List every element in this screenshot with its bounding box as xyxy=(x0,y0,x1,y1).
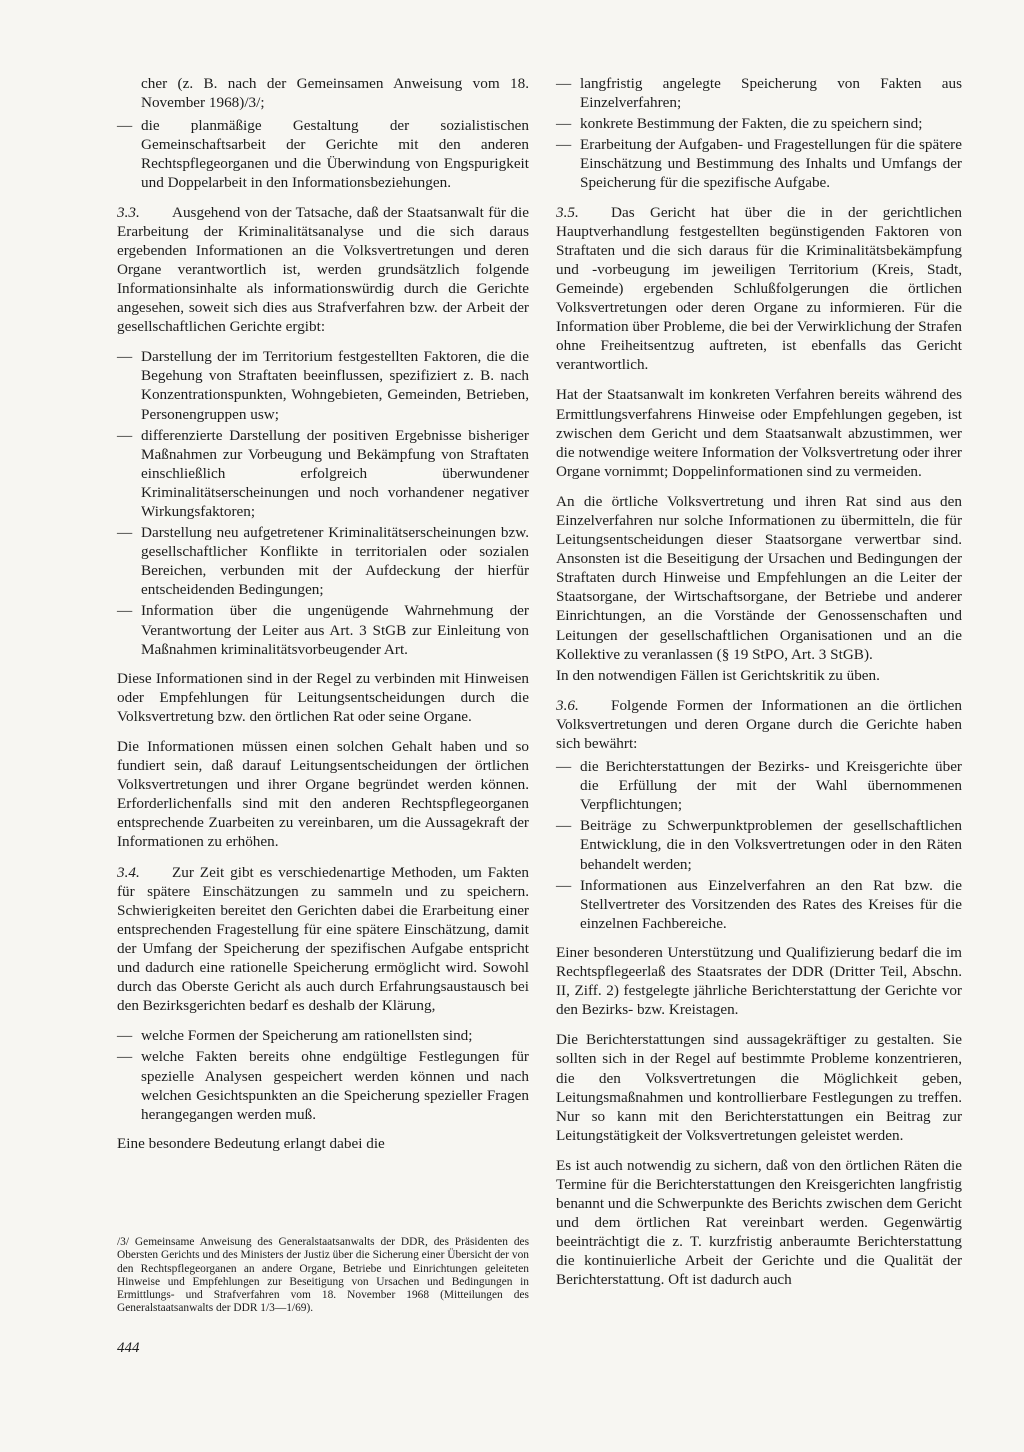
list-item: — welche Fakten bereits ohne endgültige Festlegungen für spezielle Analysen gespeichert werden können und nach welchen Gesichtspunkten an die Speicherung spezieller Fragen herangegangen werden muß. xyxy=(117,1048,529,1123)
section-3-6: 3.6. Folgende Formen der Informationen an die örtlichen Volksvertretungen und deren Organe durch die Gerichte haben sich bewährt: xyxy=(556,696,962,752)
paragraph: In den notwendigen Fällen ist Gerichtskritik zu üben. xyxy=(556,666,880,684)
dash-bullet: — xyxy=(117,524,133,542)
dash-bullet: — xyxy=(117,1048,133,1066)
section-number: 3.5. xyxy=(556,203,579,221)
paragraph: Die Berichterstattungen sind aussagekräftiger zu gestalten. Sie sollten sich in der Regel auf bestimmte Probleme konzentrieren, die den Volksvertretungen die Möglichkeit geben, Leitungsmaßnahmen und kontrollierbare Festlegungen zu treffen. Nur so kann mit den Berichterstattungen ein Beitrag zur Leitungstätigkeit der Volksvertretungen geleistet werden. xyxy=(556,1031,962,1144)
section-3-3: 3.3. Ausgehend von der Tatsache, daß der Staatsanwalt für die Erarbeitung der Kriminalitätsanalyse und die sich daraus ergebenden Informationen an die Volksvertretungen und deren Organe verantwortlich ist, werden grundsätzlich folgende Informationsinhalte als informationswürdig durch die Gerichte angesehen, soweit sich dies aus Strafverfahren bzw. der Arbeit der gesellschaftlichen Gerichte ergibt: xyxy=(117,203,529,336)
dash-list xyxy=(556,757,962,933)
section-number: 3.3. xyxy=(117,203,140,221)
paragraph: Es ist auch notwendig zu sichern, daß von den örtlichen Räten die Termine für die Berichterstattungen den Kreisgerichten langfristig benannt und die Schwerpunkte des Berichts zwischen dem Gericht und dem örtlichen Rat vereinbart werden. Gegenwärtig beeinträchtigt die z. T. kurzfristig anberaumte Berichterstattung die kontinuierliche Arbeit der Gerichte und die Qualität der Berichterstattung. Oft ist dadurch auch xyxy=(556,1156,962,1289)
list-item: — Darstellung der im Territorium festgestellten Faktoren, die die Begehung von Straftaten beeinflussen, spezifiziert z. B. nach Konzentrationspunkten, Wohngebieten, Gemeinden, Betrieben, Personengruppen usw; xyxy=(117,348,529,423)
paragraph: Eine besondere Bedeutung erlangt dabei die xyxy=(117,1134,385,1152)
dash-bullet: — xyxy=(556,876,572,894)
list-item: — Darstellung neu aufgetretener Kriminalitätserscheinungen bzw. gesellschaftlicher Konflikte in territorialen oder sozialen Bereichen, verbunden mit der Aufdeckung der hierfür entscheidenden Bedingungen; xyxy=(117,524,529,599)
dash-bullet: — xyxy=(556,75,572,92)
list-item: — Erarbeitung der Aufgaben- und Fragestellungen für die spätere Einschätzung und Bestimmung des Inhalts und Umfangs der Speicherung für die spezifische Aufgabe. xyxy=(556,136,962,192)
dash-list xyxy=(556,74,962,193)
dash-bullet: — xyxy=(117,426,133,444)
list-item: — Beiträge zu Schwerpunktproblemen der gesellschaftlichen Entwicklung, die in den Volksvertretungen oder in den Räten behandelt werden; xyxy=(556,817,962,873)
page-number: 444 xyxy=(117,1340,140,1356)
dash-bullet: — xyxy=(556,115,572,133)
paragraph: Die Informationen müssen einen solchen Gehalt haben und so fundiert sein, daß darauf Leitungsentscheidungen der örtlichen Volksvertretungen und ihrer Organe begründet werden können. Erforderlichenfalls sind mit den anderen Rechtspflegeorganen entsprechende Zuarbeiten zu vereinbaren, um die Aussagekraft der Informationen zu erhöhen. xyxy=(117,738,529,851)
paragraph-continuation: cher (z. B. nach der Gemeinsamen Anweisung vom 18. November 1968)/3/; xyxy=(141,75,529,112)
list-item: — Informationen aus Einzelverfahren an den Rat bzw. die Stellvertreter des Vorsitzenden des Rates des Kreises für die einzelnen Fachbereiche. xyxy=(556,876,962,932)
paragraph: Hat der Staatsanwalt im konkreten Verfahren bereits während des Ermittlungsverfahrens Hinweise oder Empfehlungen gegeben, ist zwischen dem Gericht und dem Staatsanwalt abzustimmen, wer die notwendige weitere Information der Volksvertretung oder ihrer Organe vornimmt; Doppelinformationen sind zu vermeiden. xyxy=(556,386,962,480)
paragraph: Diese Informationen sind in der Regel zu verbinden mit Hinweisen oder Empfehlungen für Leitungsentscheidungen durch die Volksvertretung bzw. den örtlichen Rat oder seine Organe. xyxy=(117,669,529,725)
section-number: 3.4. xyxy=(117,863,140,881)
dash-list xyxy=(117,347,529,659)
paragraph: Einer besonderen Unterstützung und Qualifizierung bedarf die im Rechtspflegeerlaß des Staatsrates der DDR (Dritter Teil, Abschn. II, Ziff. 2) festgelegte jährliche Berichterstattung der Gerichte vor den Bezirks- bzw. Kreistagen. xyxy=(556,943,962,1019)
section-number: 3.6. xyxy=(556,696,579,714)
paragraph: An die örtliche Volksvertretung und ihren Rat sind aus den Einzelverfahren nur solche Informationen zu übermitteln, die für Leitungsentscheidungen dieser Staatsorgane verwertbar sind. Ansonsten ist die Beseitigung der Ursachen und Bedingungen der Straftaten durch Hinweise und Empfehlungen an die Leiter der Staatsorgane, der Wirtschaftsorgane, der Betriebe und anderer Einrichtungen, an die Vorstände der Genossenschaften und Leitungen der gesellschaftlichen Organisationen und an die Kollektive zu veranlassen (§ 19 StPO, Art. 3 StGB). xyxy=(556,492,962,663)
list-item: — die Berichterstattungen der Bezirks- und Kreisgerichte über die Erfüllung der mit der Wahl übernommenen Verpflichtungen; xyxy=(556,758,962,814)
list-item: — Information über die ungenügende Wahrnehmung der Verantwortung der Leiter aus Art. 3 StGB zur Einleitung von Maßnahmen kriminalitätsvorbeugender Art. xyxy=(117,602,529,658)
left-column xyxy=(117,74,529,1164)
list-item: — welche Formen der Speicherung am rationellsten sind; xyxy=(117,1027,473,1045)
section-3-4: 3.4. Zur Zeit gibt es verschiedenartige Methoden, um Fakten für spätere Einschätzungen zu sammeln und zu speichern. Schwierigkeiten bereitet den Gerichten dabei die Erarbeitung einer entsprechenden Fragestellung für eine spätere Einschätzung, damit der Umfang der Speicherung der spezifischen Aufgabe entspricht und dadurch eine rationelle Speicherung ermöglicht wird. Sowohl durch das Oberste Gericht als auch durch Erfahrungsaustausch bei den Bezirksgerichten bedarf es deshalb der Klärung, xyxy=(117,863,529,1015)
footnote: /3/ Gemeinsame Anweisung des Generalstaatsanwalts der DDR, des Präsidenten des Obersten Gerichts und des Ministers der Justiz über die Sicherung einer Übersicht der von den Rechtspflegeorganen an andere Organe, Betriebe und Einrichtungen geleiteten Hinweise und Empfehlungen zur Beseitigung von Ursachen und Bedingungen in Ermittlungs- und Strafverfahren vom 18. November 1968 (Mitteilungen des Generalstaatsanwalts der DDR 1/3—1/69). xyxy=(117,1236,529,1315)
list-item: — langfristig angelegte Speicherung von Fakten aus Einzelverfahren; xyxy=(556,75,962,112)
dash-bullet: — xyxy=(556,758,572,776)
dash-bullet: — xyxy=(117,117,133,135)
dash-list xyxy=(117,116,529,192)
list-item: — die planmäßige Gestaltung der sozialistischen Gemeinschaftsarbeit der Gerichte mit den anderen Rechtspflegeorganen und die Überwindung von Engspurigkeit und Doppelarbeit in den Informationsbeziehungen. xyxy=(117,117,529,192)
dash-bullet: — xyxy=(117,1027,133,1045)
dash-bullet: — xyxy=(556,817,572,835)
right-column xyxy=(556,74,962,1301)
section-3-5: 3.5. Das Gericht hat über die in der gerichtlichen Hauptverhandlung festgestellten begünstigenden Faktoren von Straftaten und die sich daraus für die Kriminalitätsbekämpfung und -vorbeugung im jeweiligen Territorium (Kreis, Stadt, Gemeinde) ergebenden Schlußfolgerungen die örtlichen Volksvertretungen oder deren Organe zu informieren. Für die Information über Probleme, die bei der Verwirklichung der Strafen ohne Freiheitsentzug auftreten, ist ebenfalls das Gericht verantwortlich. xyxy=(556,203,962,374)
dash-list xyxy=(117,1026,529,1123)
dash-bullet: — xyxy=(117,602,133,620)
list-item: — differenzierte Darstellung der positiven Ergebnisse bisheriger Maßnahmen zur Vorbeugung und Bekämpfung von Straftaten einschließlich erfolgreich überwundener Kriminalitätserscheinungen und noch vorhandener negativer Wirkungsfaktoren; xyxy=(117,426,529,520)
dash-bullet: — xyxy=(556,136,572,154)
list-item: — konkrete Bestimmung der Fakten, die zu speichern sind; xyxy=(556,115,923,133)
dash-bullet: — xyxy=(117,348,133,366)
